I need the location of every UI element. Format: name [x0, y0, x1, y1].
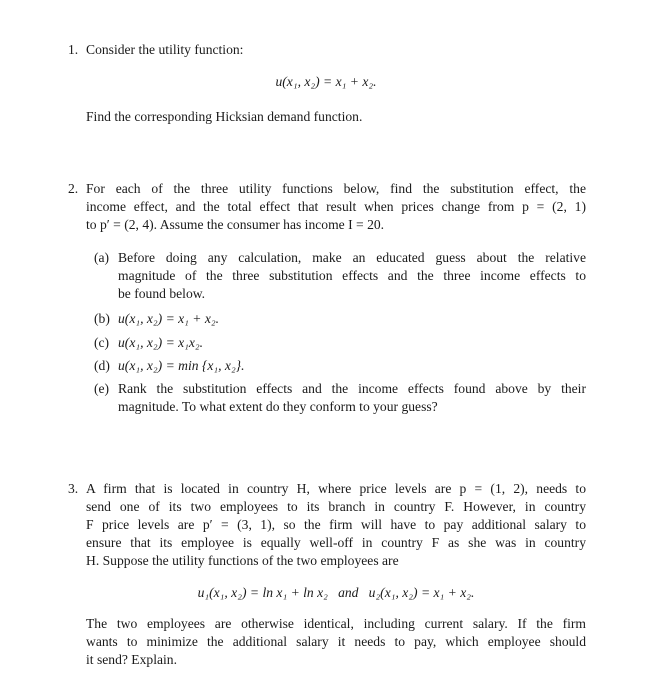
- part-e-line: magnitude. To what extent do they conform to your guess?: [118, 399, 438, 414]
- question-3-line: F price levels are p′ = (3, 1), so the firm will have to pay additional salary to: [86, 517, 586, 532]
- part-a-line: be found below.: [118, 286, 206, 301]
- part-a-label: (a): [94, 250, 110, 265]
- question-1-task: Find the corresponding Hicksian demand function.: [86, 109, 363, 124]
- question-2-line: For each of the three utility functions below, find the substitution effect, the: [86, 181, 586, 196]
- part-e-line: Rank the substitution effects and the income effects found above by their: [118, 381, 586, 396]
- question-2-line: income effect, and the total effect that result when prices change from p = (2, 1): [86, 199, 586, 214]
- part-b-equation: u(x₁, x₂) = x₁ + x₂.: [118, 311, 220, 326]
- part-d-equation: u(x₁, x₂) = min {x₁, x₂}.: [118, 358, 245, 373]
- part-e-label: (e): [94, 381, 110, 396]
- question-3-line: H. Suppose the utility functions of the two employees are: [86, 553, 399, 568]
- part-b-label: (b): [94, 311, 110, 326]
- question-3-line: A firm that is located in country H, where price levels are p = (1, 2), needs to: [86, 481, 586, 496]
- question-1-number: 1.: [68, 42, 79, 57]
- question-2-number: 2.: [68, 181, 79, 196]
- part-d-label: (d): [94, 358, 110, 373]
- part-a-line: magnitude of the three substitution effects and the three income effects to: [118, 268, 586, 283]
- question-3-closing-line: The two employees are otherwise identical, including current salary. If the firm: [86, 616, 586, 631]
- question-1-equation: u(x₁, x₂) = x₁ + x₂.: [275, 74, 377, 89]
- part-c-label: (c): [94, 335, 110, 350]
- part-c-equation: u(x₁, x₂) = x₁x₂.: [118, 335, 204, 350]
- question-3-number: 3.: [68, 481, 79, 496]
- question-3-closing-line: wants to minimize the additional salary it needs to pay, which employee should: [86, 634, 586, 649]
- question-2-line: to p′ = (2, 4). Assume the consumer has income I = 20.: [86, 217, 385, 232]
- question-1-intro: Consider the utility function:: [86, 42, 244, 57]
- question-3-equation: u₁(x₁, x₂) = ln x₁ + ln x₂ and u₂(x₁, x₂) = x₁ + x₂.: [197, 585, 475, 600]
- question-3-closing-line: it send? Explain.: [86, 652, 177, 667]
- part-a-line: Before doing any calculation, make an educated guess about the relative: [118, 250, 586, 265]
- question-3-line: ensure that its employee is equally well-off in country F as she was in country: [86, 535, 586, 550]
- question-3-line: send one of its two employees to its branch in country F. However, in country: [86, 499, 586, 514]
